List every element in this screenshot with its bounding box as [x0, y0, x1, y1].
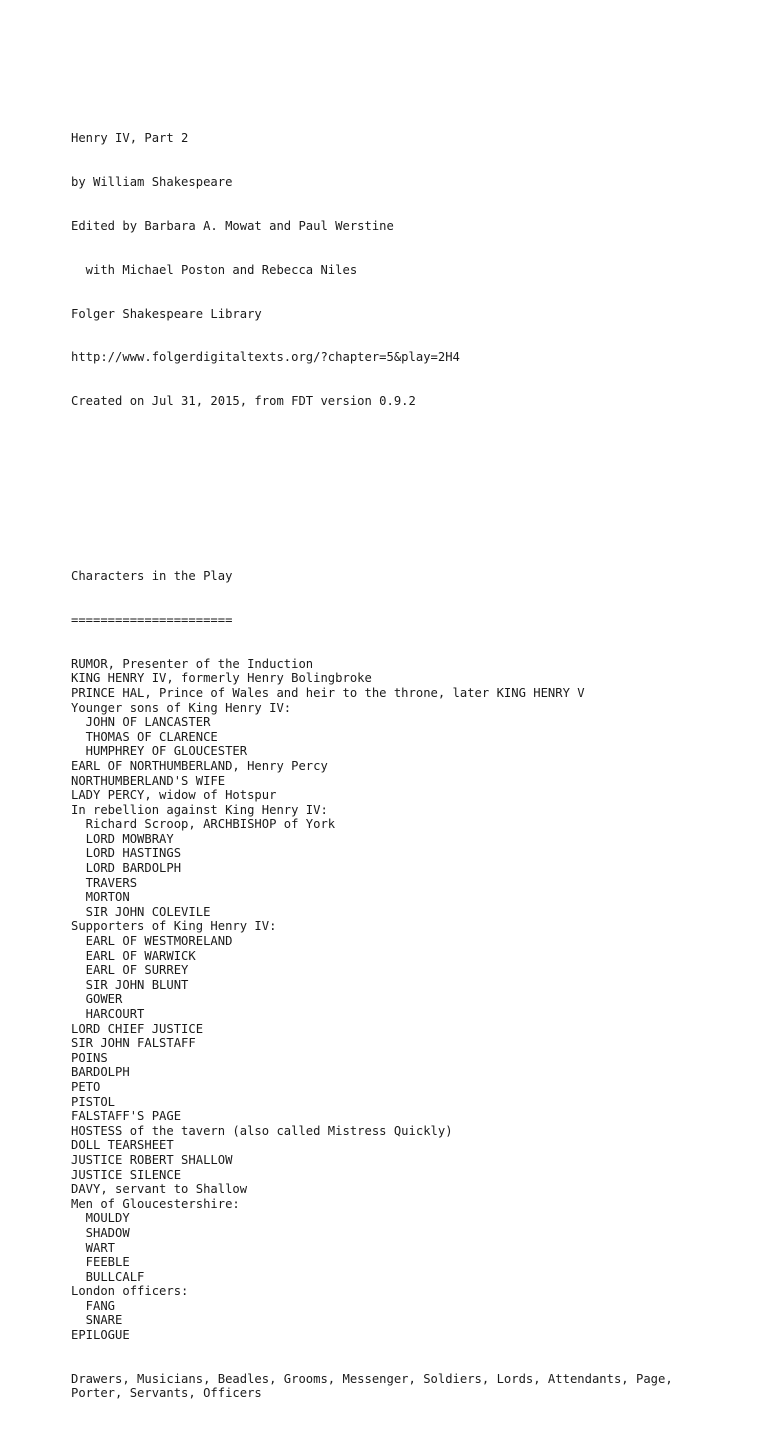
character-line: EARL OF WARWICK: [71, 948, 196, 963]
character-line: FALSTAFF'S PAGE: [71, 1109, 182, 1124]
play-title: Henry IV, Part 2: [71, 131, 189, 146]
character-line: EARL OF WESTMORELAND: [71, 934, 233, 949]
character-line: WART: [71, 1240, 116, 1255]
character-line: LORD MOWBRAY: [71, 831, 174, 846]
character-line: NORTHUMBERLAND'S WIFE: [71, 773, 226, 788]
character-line: London officers:: [71, 1284, 189, 1299]
character-line: FANG: [71, 1298, 116, 1313]
character-line: BARDOLPH: [71, 1065, 130, 1080]
characters-heading: Characters in the Play: [71, 569, 233, 584]
created-line: Created on Jul 31, 2015, from FDT version 0.9.2: [71, 394, 416, 409]
character-line: THOMAS OF CLARENCE: [71, 729, 218, 744]
character-line: HOSTESS of the tavern (also called Mistress Quickly): [71, 1123, 453, 1138]
character-line: Men of Gloucestershire:: [71, 1196, 240, 1211]
character-list: [71, 657, 761, 1343]
character-line: Supporters of King Henry IV:: [71, 919, 277, 934]
character-line: TRAVERS: [71, 875, 138, 890]
character-line: FEEBLE: [71, 1255, 130, 1270]
document-page: [71, 73, 761, 1445]
title-block: [71, 102, 761, 438]
character-line: LORD HASTINGS: [71, 846, 182, 861]
character-line: MOULDY: [71, 1211, 130, 1226]
character-line: EPILOGUE: [71, 1328, 130, 1343]
character-line: SIR JOHN BLUNT: [71, 977, 189, 992]
character-line: Younger sons of King Henry IV:: [71, 700, 292, 715]
character-line: HUMPHREY OF GLOUCESTER: [71, 744, 248, 759]
character-line: PISTOL: [71, 1094, 116, 1109]
character-line: JUSTICE ROBERT SHALLOW: [71, 1152, 233, 1167]
editors-line: Edited by Barbara A. Mowat and Paul Werstine: [71, 218, 394, 233]
character-line: In rebellion against King Henry IV:: [71, 802, 328, 817]
character-line: SNARE: [71, 1313, 123, 1328]
character-line: BULLCALF: [71, 1269, 145, 1284]
character-line: Richard Scroop, ARCHBISHOP of York: [71, 817, 336, 832]
character-line: SHADOW: [71, 1225, 130, 1240]
character-line: PRINCE HAL, Prince of Wales and heir to the throne, later KING HENRY V: [71, 685, 585, 700]
source-url: http://www.folgerdigitaltexts.org/?chapter=5&play=2H4: [71, 350, 460, 365]
contributors-line: with Michael Poston and Rebecca Niles: [71, 262, 358, 277]
character-line: LORD BARDOLPH: [71, 861, 182, 876]
character-line: DOLL TEARSHEET: [71, 1138, 174, 1153]
characters-section: [71, 540, 761, 1430]
character-line: HARCOURT: [71, 1007, 145, 1021]
character-line: KING HENRY IV, formerly Henry Bolingbroke: [71, 671, 372, 686]
character-line: PETO: [71, 1079, 101, 1094]
character-line: SIR JOHN FALSTAFF: [71, 1036, 196, 1051]
character-line: LORD CHIEF JUSTICE: [71, 1021, 204, 1036]
character-line: GOWER: [71, 992, 123, 1007]
character-line: POINS: [71, 1050, 108, 1065]
character-line: MORTON: [71, 890, 130, 905]
author-line: by William Shakespeare: [71, 175, 233, 190]
blank-spacer: [71, 482, 761, 497]
closing-character-line: Drawers, Musicians, Beadles, Grooms, Messenger, Soldiers, Lords, Attendants, Page, Porter, Servants, Officers: [71, 1371, 681, 1401]
character-line: EARL OF NORTHUMBERLAND, Henry Percy: [71, 758, 328, 773]
character-line: DAVY, servant to Shallow: [71, 1182, 248, 1197]
character-line: SIR JOHN COLEVILE: [71, 904, 211, 919]
character-line: JOHN OF LANCASTER: [71, 715, 211, 730]
characters-heading-rule: ======================: [71, 612, 233, 627]
character-line: EARL OF SURREY: [71, 963, 189, 978]
character-line: RUMOR, Presenter of the Induction: [71, 656, 314, 671]
character-line: LADY PERCY, widow of Hotspur: [71, 788, 277, 803]
publisher-line: Folger Shakespeare Library: [71, 306, 262, 321]
character-line: JUSTICE SILENCE: [71, 1167, 182, 1182]
